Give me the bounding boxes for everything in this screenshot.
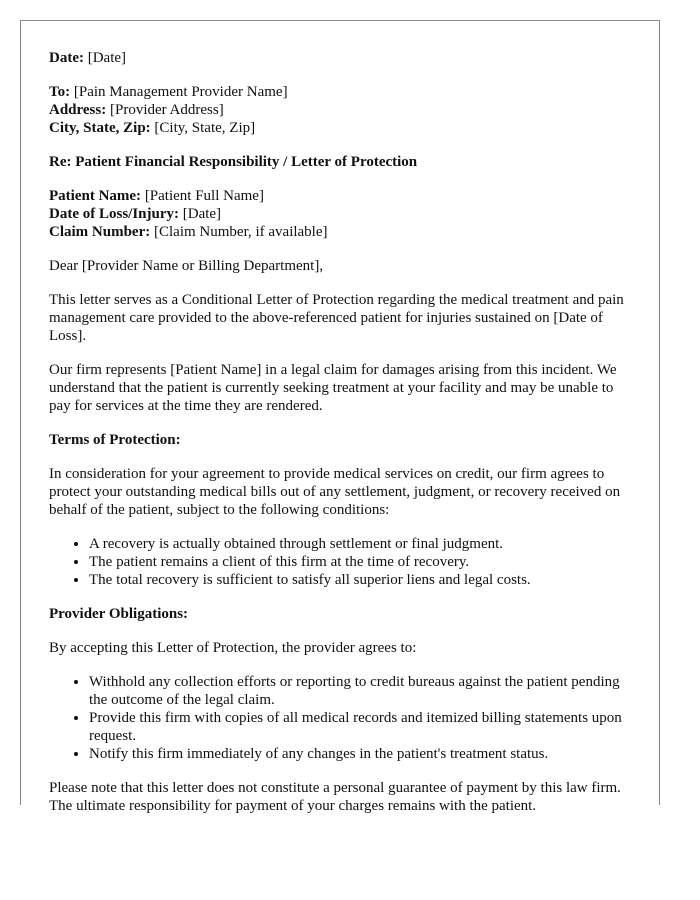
list-item: • The total recovery is sufficient to satisfy all superior liens and legal costs. bbox=[89, 571, 631, 589]
to-line bbox=[49, 83, 631, 101]
date-of-loss-value: [Date] bbox=[182, 206, 222, 222]
patient-block bbox=[49, 187, 631, 241]
salutation: Dear [Provider Name or Billing Department], bbox=[49, 258, 324, 274]
obligations-heading: Provider Obligations: bbox=[49, 606, 189, 622]
terms-heading: Terms of Protection: bbox=[49, 432, 181, 448]
terms-paragraph: In consideration for your agreement to provide medical services on credit, our firm agrees to protect your outstanding medical bills out of any settlement, judgment, or recovery received on behalf of the patient, subject to the following conditions: bbox=[49, 466, 621, 518]
address-line bbox=[49, 101, 631, 119]
letter-content bbox=[21, 21, 659, 815]
letter-page bbox=[20, 20, 660, 814]
obligations-paragraph: By accepting this Letter of Protection, the provider agrees to: bbox=[49, 640, 417, 656]
date-line bbox=[49, 49, 631, 67]
address-value: [Provider Address] bbox=[109, 102, 224, 118]
patient-name-label: Patient Name: bbox=[49, 188, 142, 204]
city-line bbox=[49, 119, 631, 137]
subject: Re: Patient Financial Responsibility / Letter of Protection bbox=[49, 154, 418, 170]
patient-name-line bbox=[49, 187, 631, 205]
date-value: [Date] bbox=[87, 50, 127, 66]
recipient-block bbox=[49, 83, 631, 137]
terms-heading-line bbox=[49, 431, 631, 449]
date-of-loss-label: Date of Loss/Injury: bbox=[49, 206, 179, 222]
obligations-list bbox=[49, 673, 631, 763]
subject-line bbox=[49, 153, 631, 171]
list-item: • Notify this firm immediately of any changes in the patient's treatment status. bbox=[89, 745, 631, 763]
claim-number-line bbox=[49, 223, 631, 241]
list-item: • The patient remains a client of this firm at the time of recovery. bbox=[89, 553, 631, 571]
obligations-heading-line bbox=[49, 605, 631, 623]
closing-paragraph: Please note that this letter does not constitute a personal guarantee of payment by this law firm. The ultimate responsibility for payment of your charges remains with the patient. bbox=[49, 780, 621, 814]
city-label: City, State, Zip: bbox=[49, 120, 151, 136]
to-value: [Pain Management Provider Name] bbox=[73, 84, 288, 100]
representation-paragraph: Our firm represents [Patient Name] in a legal claim for damages arising from this incident. We understand that the patient is currently seeking treatment at your facility and may be unable to pay for services at the time they are rendered. bbox=[49, 362, 617, 414]
list-item: • Withhold any collection efforts or reporting to credit bureaus against the patient pending the outcome of the legal claim. bbox=[89, 673, 631, 709]
city-value: [City, State, Zip] bbox=[154, 120, 256, 136]
to-label: To: bbox=[49, 84, 71, 100]
address-label: Address: bbox=[49, 102, 107, 118]
date-label: Date: bbox=[49, 50, 84, 66]
date-of-loss-line bbox=[49, 205, 631, 223]
intro-paragraph: This letter serves as a Conditional Letter of Protection regarding the medical treatment and pain management care provided to the above-referenced patient for injuries sustained on [Date of Loss]. bbox=[49, 292, 624, 344]
list-item: • Provide this firm with copies of all medical records and itemized billing statements upon request. bbox=[89, 709, 631, 745]
list-item: • A recovery is actually obtained through settlement or final judgment. bbox=[89, 535, 631, 553]
conditions-list bbox=[49, 535, 631, 589]
patient-name-value: [Patient Full Name] bbox=[144, 188, 264, 204]
claim-number-label: Claim Number: bbox=[49, 224, 151, 240]
claim-number-value: [Claim Number, if available] bbox=[154, 224, 328, 240]
